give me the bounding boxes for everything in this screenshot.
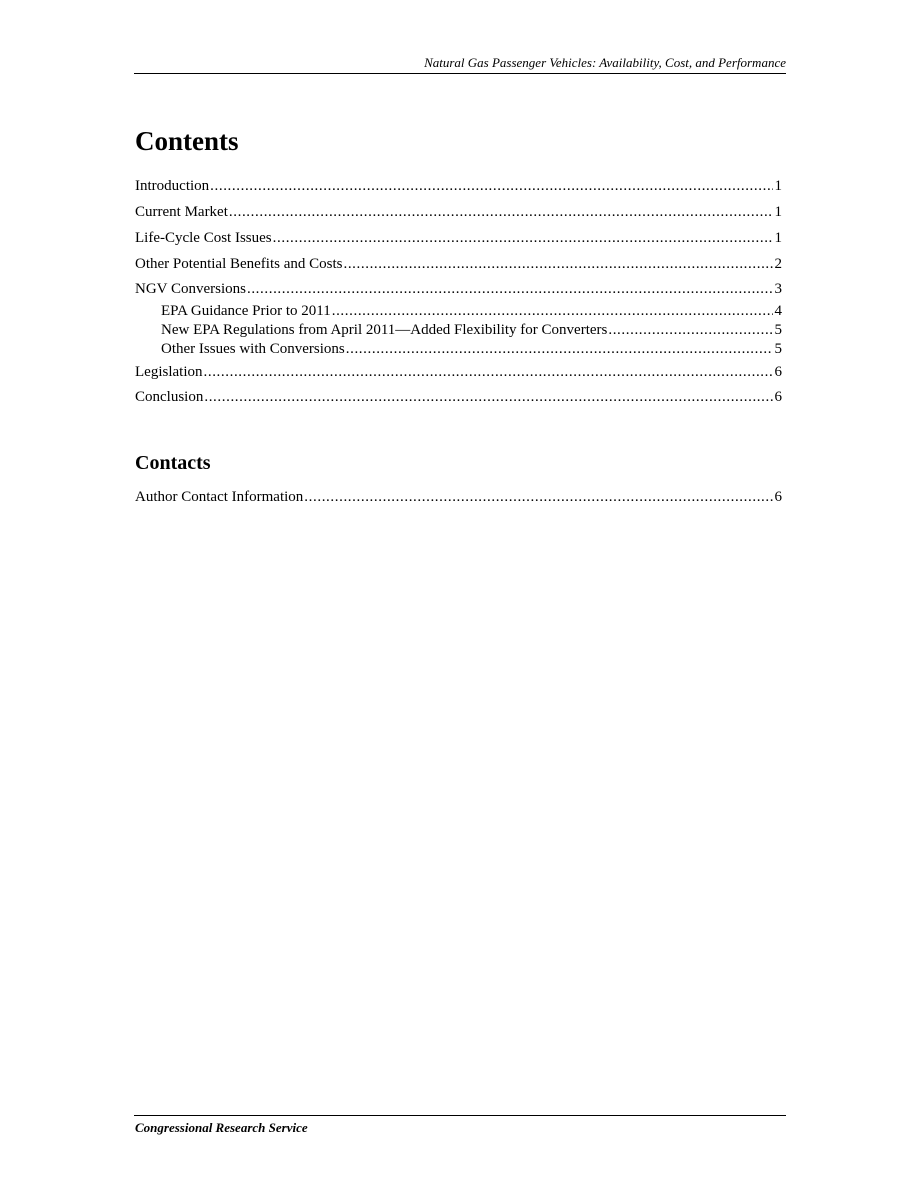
running-header: Natural Gas Passenger Vehicles: Availability, Cost, and Performance bbox=[424, 55, 786, 70]
contacts-heading: Contacts bbox=[135, 452, 211, 474]
footer-text: Congressional Research Service bbox=[135, 1120, 308, 1135]
toc-entry-label: Introduction bbox=[135, 178, 210, 194]
toc-dot-leader bbox=[346, 339, 773, 359]
toc-entry-current-market[interactable] bbox=[135, 202, 782, 222]
toc-entry-label: EPA Guidance Prior to 2011 bbox=[161, 303, 331, 319]
toc-dot-leader bbox=[210, 176, 772, 196]
toc-dot-leader bbox=[304, 487, 772, 507]
toc-dot-leader bbox=[343, 254, 772, 274]
toc-page-number: 4 bbox=[774, 303, 782, 319]
toc-entry-label: Author Contact Information bbox=[135, 489, 304, 505]
toc-entry-new-epa-regulations[interactable] bbox=[161, 320, 782, 340]
toc-entry-label: Other Potential Benefits and Costs bbox=[135, 256, 343, 272]
footer-rule bbox=[134, 1115, 786, 1116]
toc-entry-label: New EPA Regulations from April 2011—Added Flexibility for Converters bbox=[161, 322, 608, 338]
toc-dot-leader bbox=[204, 387, 772, 407]
toc-entry-label: Other Issues with Conversions bbox=[161, 341, 345, 357]
toc-entry-conclusion[interactable] bbox=[135, 387, 782, 407]
toc-entry-life-cycle-cost-issues[interactable] bbox=[135, 228, 782, 248]
toc-entry-label: Life-Cycle Cost Issues bbox=[135, 230, 272, 246]
toc-page-number: 3 bbox=[774, 281, 782, 297]
toc-entry-legislation[interactable] bbox=[135, 362, 782, 382]
toc-entry-label: Conclusion bbox=[135, 389, 204, 405]
toc-page-number: 6 bbox=[774, 389, 782, 405]
toc-entry-other-potential-benefits[interactable] bbox=[135, 254, 782, 274]
toc-entry-ngv-conversions[interactable] bbox=[135, 279, 782, 299]
toc-dot-leader bbox=[204, 362, 773, 382]
contents-heading: Contents bbox=[135, 126, 239, 156]
toc-entry-label: NGV Conversions bbox=[135, 281, 246, 297]
toc-page-number: 6 bbox=[774, 364, 782, 380]
toc-dot-leader bbox=[247, 279, 773, 299]
toc-entry-epa-guidance[interactable] bbox=[161, 301, 782, 321]
toc-entry-label: Legislation bbox=[135, 364, 203, 380]
toc-entry-author-contact[interactable] bbox=[135, 487, 782, 507]
toc-page-number: 5 bbox=[774, 341, 782, 357]
header-rule bbox=[134, 73, 786, 74]
toc-dot-leader bbox=[229, 202, 773, 222]
toc-page-number: 6 bbox=[774, 489, 782, 505]
toc-entry-label: Current Market bbox=[135, 204, 228, 220]
toc-page-number: 1 bbox=[774, 178, 782, 194]
toc-dot-leader bbox=[273, 228, 773, 248]
toc-entry-introduction[interactable] bbox=[135, 176, 782, 196]
toc-page-number: 1 bbox=[774, 230, 782, 246]
toc-page-number: 2 bbox=[774, 256, 782, 272]
toc-dot-leader bbox=[332, 301, 773, 321]
toc-dot-leader bbox=[608, 320, 772, 340]
toc-page-number: 1 bbox=[774, 204, 782, 220]
toc-entry-other-issues-conversions[interactable] bbox=[161, 339, 782, 359]
toc-page-number: 5 bbox=[774, 322, 782, 338]
